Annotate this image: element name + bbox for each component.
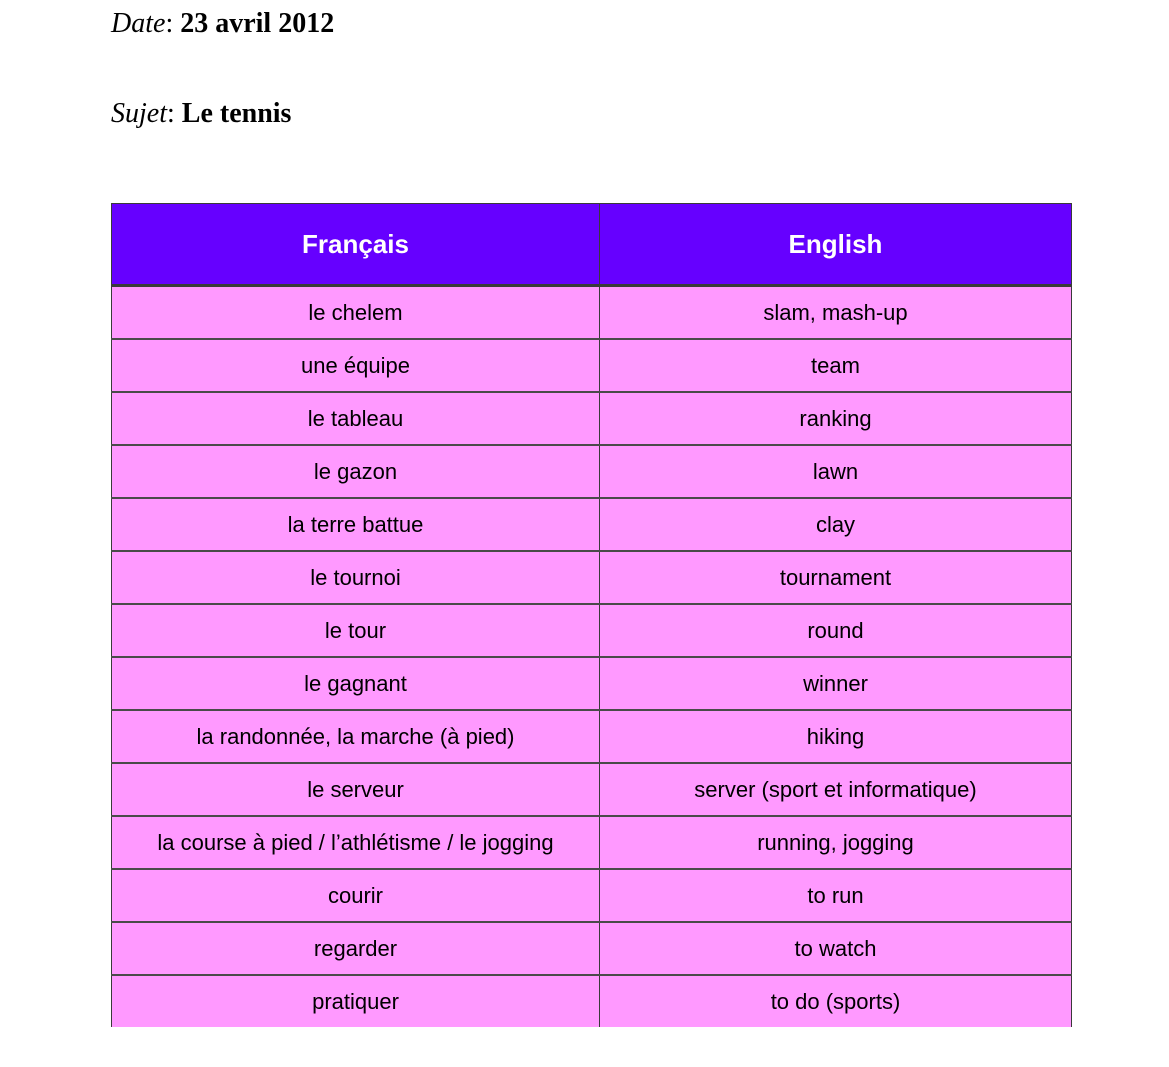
table-row	[112, 339, 1072, 392]
table-row	[112, 392, 1072, 445]
date-line: Date: 23 avril 2012	[111, 8, 335, 39]
table-row	[112, 445, 1072, 498]
table-row	[112, 657, 1072, 710]
date-value: 23 avril 2012	[180, 8, 335, 39]
english-term-cell: server (sport et informatique)	[600, 763, 1072, 816]
english-term-cell: team	[600, 339, 1072, 392]
french-term-cell: courir	[112, 869, 600, 922]
english-term-cell: round	[600, 604, 1072, 657]
table-row	[112, 710, 1072, 763]
table-row	[112, 975, 1072, 1027]
vocabulary-table	[111, 203, 1072, 1027]
french-term-cell: le tournoi	[112, 551, 600, 604]
english-term-cell: winner	[600, 657, 1072, 710]
english-term-cell: running, jogging	[600, 816, 1072, 869]
subject-label: Sujet	[111, 98, 167, 129]
english-term-cell: clay	[600, 498, 1072, 551]
english-term-cell: ranking	[600, 392, 1072, 445]
table-row	[112, 604, 1072, 657]
table-body	[112, 286, 1072, 1028]
english-term-cell: slam, mash-up	[600, 286, 1072, 340]
english-term-cell: to do (sports)	[600, 975, 1072, 1027]
french-term-cell: regarder	[112, 922, 600, 975]
english-term-cell: lawn	[600, 445, 1072, 498]
date-label: Date	[111, 8, 166, 39]
english-term-cell: tournament	[600, 551, 1072, 604]
french-term-cell: le tour	[112, 604, 600, 657]
table-row	[112, 763, 1072, 816]
table-row	[112, 922, 1072, 975]
french-term-cell: le tableau	[112, 392, 600, 445]
column-header-english: English	[600, 204, 1072, 286]
french-term-cell: pratiquer	[112, 975, 600, 1027]
french-term-cell: le gagnant	[112, 657, 600, 710]
table-row	[112, 286, 1072, 340]
french-term-cell: le chelem	[112, 286, 600, 340]
french-term-cell: la terre battue	[112, 498, 600, 551]
english-term-cell: to run	[600, 869, 1072, 922]
french-term-cell: une équipe	[112, 339, 600, 392]
english-term-cell: hiking	[600, 710, 1072, 763]
subject-value: Le tennis	[181, 98, 292, 129]
table-row	[112, 869, 1072, 922]
french-term-cell: le serveur	[112, 763, 600, 816]
english-term-cell: to watch	[600, 922, 1072, 975]
table-row	[112, 816, 1072, 869]
subject-line: Sujet: Le tennis	[111, 98, 292, 129]
column-header-french: Français	[112, 204, 600, 286]
table-header-row	[112, 204, 1072, 286]
french-term-cell: la course à pied / l’athlétisme / le jogging	[112, 816, 600, 869]
french-term-cell: le gazon	[112, 445, 600, 498]
table-row	[112, 498, 1072, 551]
french-term-cell: la randonnée, la marche (à pied)	[112, 710, 600, 763]
table-row	[112, 551, 1072, 604]
